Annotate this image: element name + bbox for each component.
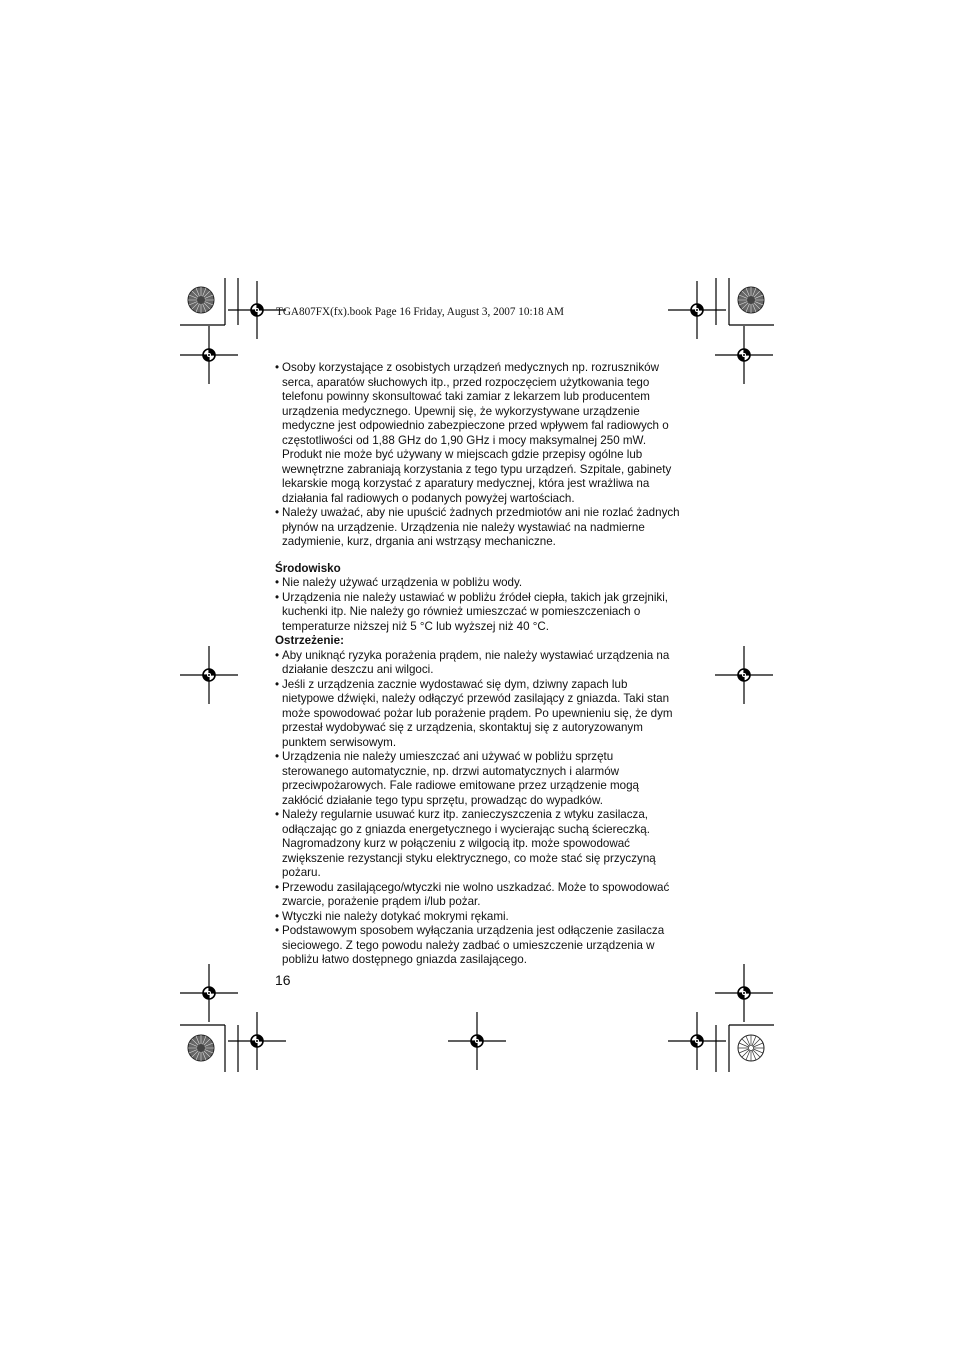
bullet-wet-hands: • Wtyczki nie należy dotykać mokrymi rękami.	[275, 910, 680, 925]
page-number: 16	[275, 972, 291, 988]
bullet-rain: • Aby uniknąć ryzyka porażenia prądem, nie należy wystawiać urządzenia na działanie deszczu ani wilgoci.	[275, 649, 680, 678]
registration-mark	[228, 1012, 286, 1070]
registration-mark	[180, 646, 238, 704]
sunburst-target-top-left	[188, 287, 214, 313]
bullet-medical-devices: • Osoby korzystające z osobistych urządzeń medycznych np. rozruszników serca, aparatów słuchowych itp., przed rozpoczęciem użytkowania tego telefonu powinny skonsultować taki zamiar z lekarzem lub producentem urządzenia medycznego. Upewnij się, że wykorzystywane urządzenie medyczne jest odpowiednio zabezpieczone przed wpływem fal radiowych o częstotliwości od 1,88 GHz do 1,90 GHz i mocy maksymalnej 250 mW. Produkt nie może być używany w miejscach gdzie przepisy ogólne lub wewnętrzne zabraniają korzystania z tego typu urządzeń. Szpitale, gabinety lekarskie mogą korzystać z aparatury medycznej, która jest wrażliwa na działania fal radiowych o podanych powyżej wartościach.	[275, 361, 680, 506]
bullet-smoke: • Jeśli z urządzenia zacznie wydostawać się dym, dziwny zapach lub nietypowe dźwięki, należy odłączyć przewód zasilający z gniazda. Taki stan może spowodować pożar lub porażenie prądem. Po upewnieniu się, że dym przestał wydobywać się z urządzenia, skontaktuj się z autoryzowanym punktem serwisowym.	[275, 678, 680, 751]
section-heading-environment: Środowisko	[275, 561, 341, 575]
registration-mark	[715, 646, 773, 704]
section-heading-warning: Ostrzeżenie:	[275, 634, 344, 647]
page-content	[275, 361, 680, 968]
bullet-disconnect: • Podstawowym sposobem wyłączania urządzenia jest odłączenie zasilacza sieciowego. Z tego powodu należy zadbać o umieszczenie urządzenia w pobliżu łatwo dostępnego gniazda zasilającego.	[275, 924, 680, 968]
registration-mark	[180, 326, 238, 384]
sunburst-target-top-right	[738, 287, 764, 313]
bullet-liquids: • Należy uważać, aby nie upuścić żadnych przedmiotów ani nie rozlać żadnych płynów na urządzenie. Urządzenia nie należy wystawiać na nadmierne zadymienie, kurz, drgania ani wstrząsy mechaniczne.	[275, 506, 680, 550]
bullet-water: • Nie należy używać urządzenia w pobliżu wody.	[275, 576, 680, 591]
bullet-automatic-equipment: • Urządzenia nie należy umieszczać ani używać w pobliżu sprzętu sterowanego automatycznie, np. drzwi automatycznych i alarmów przeciwpożarowych. Fale radiowe emitowane przez urządzenie mogą zakłócić działanie tego typu sprzętu, prowadząc do wypadków.	[275, 750, 680, 808]
registration-mark	[180, 964, 238, 1022]
print-file-info: TGA807FX(fx).book Page 16 Friday, August 3, 2007 10:18 AM	[276, 306, 564, 318]
registration-mark	[668, 1012, 726, 1070]
sunburst-target-bottom-right	[738, 1035, 764, 1061]
registration-mark	[715, 964, 773, 1022]
bullet-power-cord: • Przewodu zasilającego/wtyczki nie wolno uszkadzać. Może to spowodować zwarcie, porażenie prądem i/lub pożar.	[275, 881, 680, 910]
registration-mark	[715, 326, 773, 384]
registration-mark	[668, 281, 726, 339]
sunburst-target-bottom-left	[188, 1035, 214, 1061]
bullet-dust: • Należy regularnie usuwać kurz itp. zanieczyszczenia z wtyku zasilacza, odłączając go z gniazda energetycznego i wycierając suchą ściereczką. Nagromadzony kurz w połączeniu z wilgocią itp. może spowodować zwiększenie rezystancji styku elektrycznego, co może stać się przyczyną pożaru.	[275, 808, 680, 881]
bullet-heat-sources: • Urządzenia nie należy ustawiać w pobliżu źródeł ciepła, takich jak grzejniki, kuchenki itp. Nie należy go również umieszczać w pomieszczeniach o temperaturze niższej niż 5 °C lub wyższej niż 40 °C.	[275, 591, 680, 635]
registration-mark	[448, 1012, 506, 1070]
